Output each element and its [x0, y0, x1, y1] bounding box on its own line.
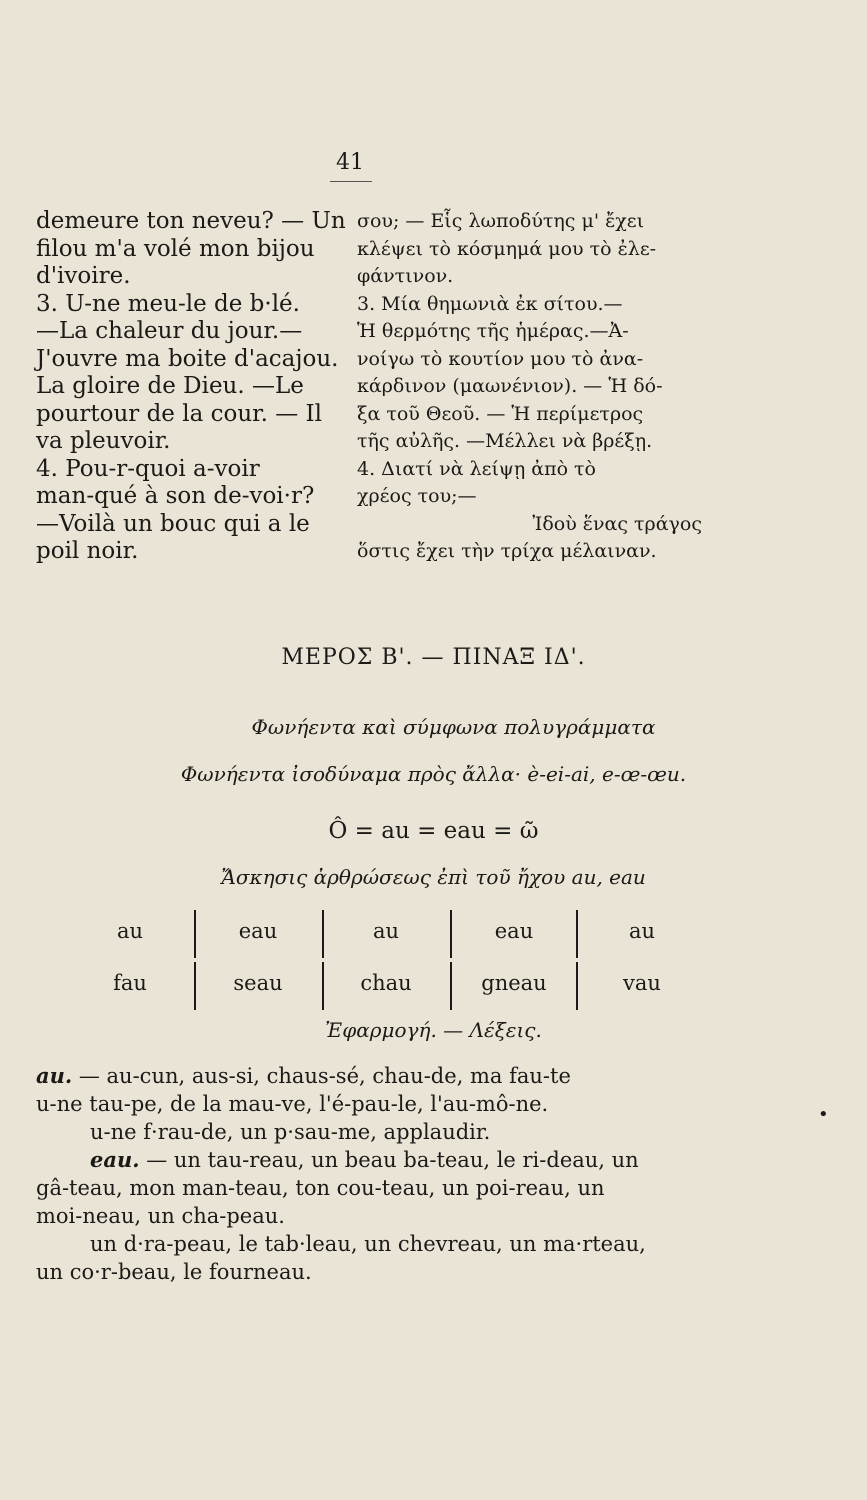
exercise-text: — au-cun, aus-si, chaus-sé, chau-de, ma fau-te: [72, 1064, 571, 1088]
greek-line: νοίγω τὸ κουτίον μου τὸ ἀνα-: [357, 347, 644, 370]
exercise-line: [36, 1118, 701, 1146]
sound-cell: chau: [322, 971, 450, 995]
exercise-text: un co·r-beau, le fourneau.: [36, 1260, 312, 1284]
greek-column: [357, 208, 702, 566]
greek-line: Ἰδοὺ ἕνας τράγος: [532, 512, 702, 535]
french-line: poil noir.: [36, 538, 139, 564]
exercise-text: u-ne f·rau-de, un p·sau-me, applaudir.: [90, 1120, 491, 1144]
french-line: 3. U-ne meu-le de b·lé.: [36, 290, 300, 317]
sound-cell: eau: [450, 919, 578, 943]
french-line: —La chaleur du jour.—: [36, 318, 303, 344]
french-line: La gloire de Dieu. —Le: [36, 373, 304, 399]
page-number-ornament: [330, 181, 372, 183]
greek-line: 4. Διατί νὰ λείψῃ ἀπὸ τὸ: [357, 457, 596, 480]
greek-line: χρέος του;—: [357, 485, 477, 507]
sound-cell: gneau: [450, 971, 578, 995]
exercise-line: [36, 1202, 701, 1230]
sound-table-row: [66, 957, 706, 1009]
exercise-text: — un tau-reau, un beau ba-teau, le ri-deau, un: [139, 1148, 639, 1172]
greek-line: κάρδινον (μαωνένιον). — Ἡ δό-: [357, 375, 663, 397]
greek-line: 3. Μία θημωνιὰ ἐκ σίτου.—: [357, 292, 623, 315]
greek-line: κλέψει τὸ κόσμημά μου τὸ ἐλε-: [357, 237, 657, 260]
exercise-label: eau.: [90, 1147, 140, 1172]
french-line: J'ouvre ma boite d'acajou.: [36, 345, 339, 372]
exercise-line: [36, 1146, 701, 1174]
part-heading: ΜΕΡΟΣ Β'. — ΠΙΝΑΞ ΙΔ'.: [281, 645, 586, 670]
exercise-line: [36, 1230, 701, 1258]
exercise-line: [36, 1090, 701, 1118]
sound-cell: seau: [194, 971, 322, 995]
french-line: —Voilà un bouc qui a le: [36, 510, 310, 537]
french-line: man-qué à son de-voi·r?: [36, 483, 315, 509]
vowels-heading: Φωνήεντα καὶ σύμφωνα πολυγράμματα: [251, 715, 656, 739]
sound-cell: vau: [623, 971, 661, 995]
exercise-line: [36, 1062, 701, 1090]
sound-equation: Ô = au = eau = ῶ: [328, 818, 539, 844]
greek-line: ὅστις ἔχει τὴν τρίχα μέλαιναν.: [357, 540, 657, 562]
sound-cell: fau: [113, 971, 147, 995]
french-line: va pleuvoir.: [36, 428, 171, 454]
french-line: pourtour de la cour. — Il: [36, 400, 322, 427]
page-number: 41: [336, 150, 364, 175]
greek-line: Ἡ θερμότης τῆς ἡμέρας.—Ἀ-: [357, 320, 629, 342]
french-line: d'ivoire.: [36, 263, 131, 289]
french-line: demeure ton neveu? — Un: [36, 208, 346, 234]
greek-line: τῆς αὐλῆς. —Μέλλει νὰ βρέξῃ.: [357, 430, 653, 452]
exercise-text: moi-neau, un cha-peau.: [36, 1204, 285, 1228]
exercise-line: [36, 1174, 701, 1202]
sound-cell: au: [628, 919, 656, 943]
sound-cell: au: [322, 919, 450, 943]
margin-mark: •: [818, 1104, 829, 1125]
sound-cell: au: [116, 919, 144, 943]
exercise-text: gâ-teau, mon man-teau, ton cou-teau, un poi-reau, un: [36, 1176, 605, 1200]
exercise-line: [36, 1258, 701, 1286]
exercise-label: au.: [36, 1063, 73, 1088]
exercise-text: u-ne tau-pe, de la mau-ve, l'é-pau-le, l'au-mô-ne.: [36, 1092, 549, 1116]
sound-table-row: [66, 905, 706, 957]
sound-table: [66, 905, 706, 1009]
greek-line: σου; — Εἷς λωποδύτης μ' ἔχει: [357, 210, 645, 232]
french-line: 4. Pou-r-quoi a-voir: [36, 455, 260, 482]
french-column: [36, 208, 346, 566]
greek-line: ξα τοῦ Θεοῦ. — Ἡ περίμετρος: [357, 402, 644, 425]
application-heading: Ἐφαρμογή. — Λέξεις.: [325, 1018, 542, 1042]
word-exercise: [36, 1062, 701, 1286]
exercise-text: un d·ra-peau, le tab·leau, un chevreau, un ma·rteau,: [90, 1232, 646, 1256]
exercise-heading: Ἄσκησις ἀρθρώσεως ἐπὶ τοῦ ἤχου au, eau: [221, 865, 646, 889]
greek-line: φάντινον.: [357, 265, 454, 287]
equivalents-heading: Φωνήεντα ἰσοδύναμα πρὸς ἄλλα· è-ei-ai, e-œ-œu.: [180, 762, 687, 786]
french-line: filou m'a volé mon bijou: [36, 235, 315, 262]
sound-cell: eau: [194, 919, 322, 943]
